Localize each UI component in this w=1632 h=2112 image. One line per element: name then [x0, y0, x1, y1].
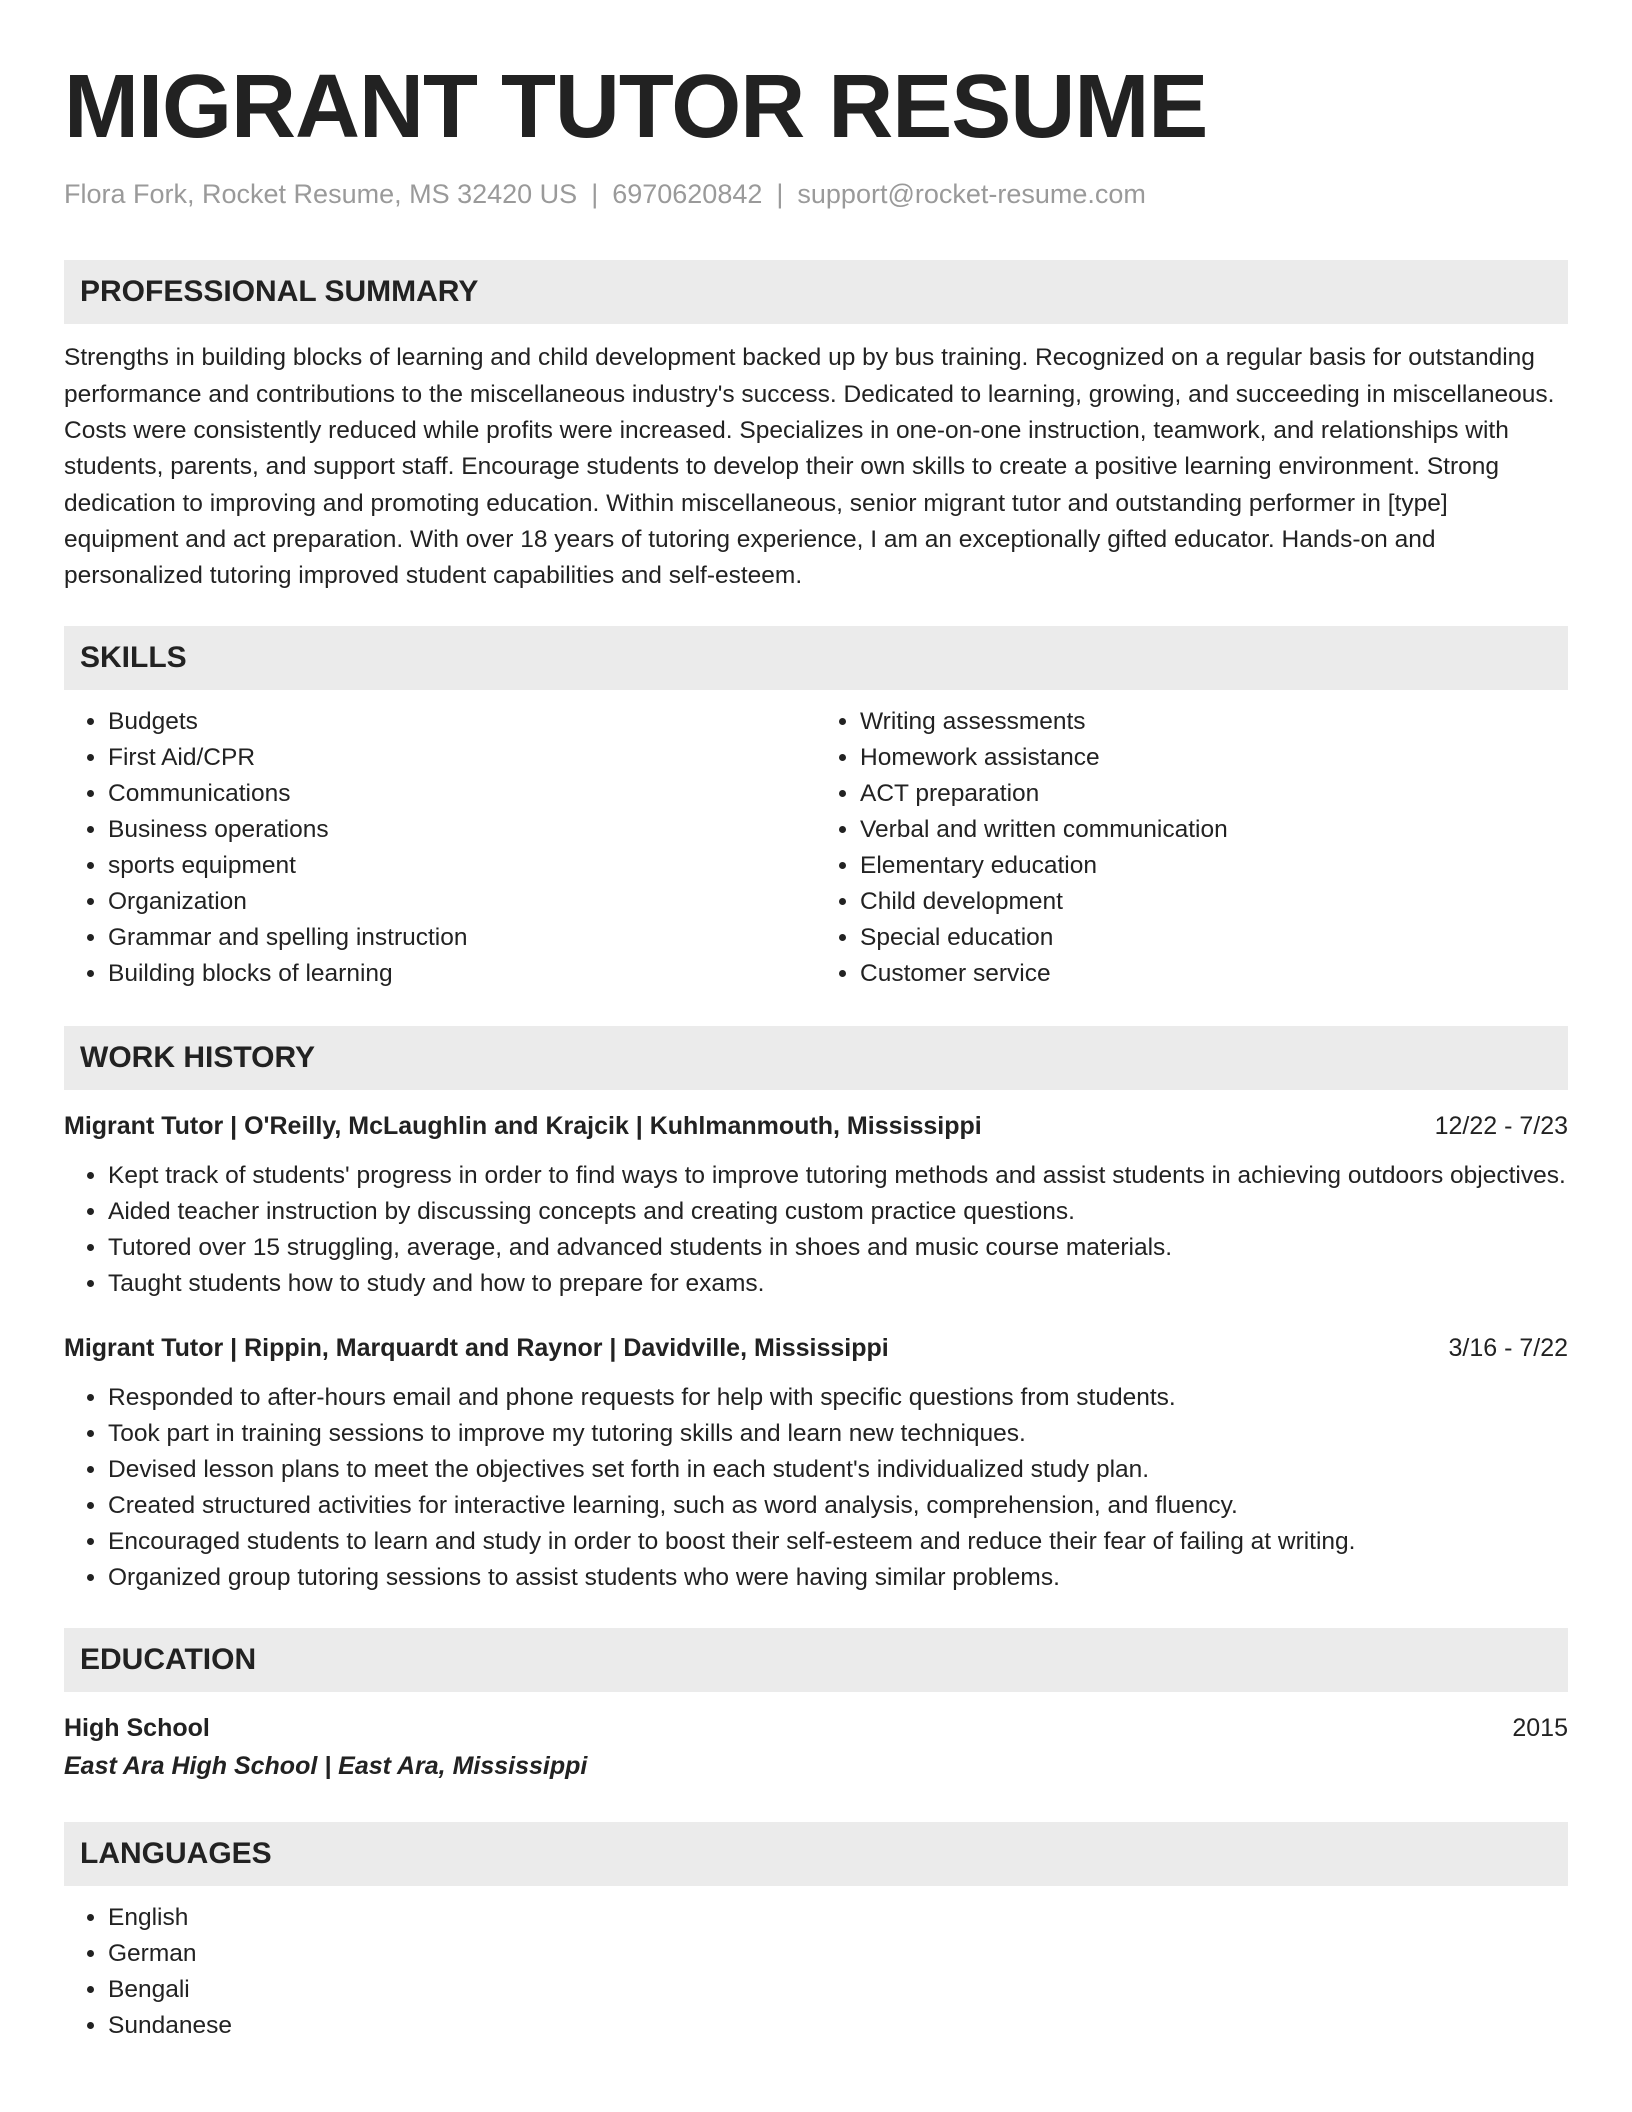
job-bullet: • Devised lesson plans to meet the objectives set forth in each student's individualized study plan.: [108, 1452, 1568, 1488]
education-heading: [64, 1710, 1568, 1746]
section-header-languages: LANGUAGES: [64, 1822, 1568, 1886]
contact-address: Flora Fork, Rocket Resume, MS 32420 US: [64, 179, 578, 209]
languages-list: [64, 1900, 1568, 2044]
contact-separator: |: [776, 179, 784, 209]
languages-bullets: [64, 1900, 1568, 2044]
language-item: • English: [108, 1900, 1568, 1936]
skill-item: • Organization: [108, 884, 816, 920]
skill-item: • Grammar and spelling instruction: [108, 920, 816, 956]
education-degree: High School: [64, 1714, 210, 1743]
section-header-skills: SKILLS: [64, 626, 1568, 690]
skill-item: • Elementary education: [860, 848, 1568, 884]
job-title: Migrant Tutor | Rippin, Marquardt and Raynor | Davidville, Mississippi: [64, 1334, 889, 1363]
job-bullet: • Aided teacher instruction by discussing concepts and creating custom practice questions.: [108, 1194, 1568, 1230]
skill-item: • sports equipment: [108, 848, 816, 884]
skills-list: [64, 704, 1568, 992]
skill-item: • ACT preparation: [860, 776, 1568, 812]
resume-title: MIGRANT TUTOR RESUME: [64, 57, 1208, 157]
job-entry: [64, 1108, 1568, 1302]
professional-summary-text: Strengths in building blocks of learning and child development backed up by bus training. Recognized on a regular basis for outstanding performance and contributions to the miscellaneous industry's success. Dedicated to learning, growing, and succeeding in miscellaneous. Costs were consistently reduced while profits were increased. Specializes in one-on-one instruction, teamwork, and relationships with students, parents, and support staff. Encourage students to develop their own skills to create a positive learning environment. Strong dedication to improving and promoting education. Within miscellaneous, senior migrant tutor and outstanding performer in [type] equipment and act preparation. With over 18 years of tutoring experience, I am an exceptionally gifted educator. Hands-on and personalized tutoring improved student capabilities and self-esteem.: [64, 344, 1555, 590]
job-bullet: • Took part in training sessions to improve my tutoring skills and learn new techniques.: [108, 1416, 1568, 1452]
job-bullets: [64, 1380, 1568, 1596]
language-item: • Bengali: [108, 1972, 1568, 2008]
job-dates: 3/16 - 7/22: [1448, 1334, 1568, 1363]
section-header-work-history: WORK HISTORY: [64, 1026, 1568, 1090]
contact-line: [64, 178, 1568, 210]
skill-item: • Communications: [108, 776, 816, 812]
contact-phone: 6970620842: [612, 179, 763, 209]
skill-item: • Building blocks of learning: [108, 956, 816, 992]
skill-item: • First Aid/CPR: [108, 740, 816, 776]
job-bullets: [64, 1158, 1568, 1302]
skill-item: • Special education: [860, 920, 1568, 956]
job-dates: 12/22 - 7/23: [1434, 1112, 1568, 1141]
job-bullet: • Responded to after-hours email and phone requests for help with specific questions from students.: [108, 1380, 1568, 1416]
skill-item: • Homework assistance: [860, 740, 1568, 776]
job-bullet: • Tutored over 15 struggling, average, and advanced students in shoes and music course materials.: [108, 1230, 1568, 1266]
education-entry: [64, 1710, 1568, 1784]
job-entry: [64, 1330, 1568, 1596]
section-header-education: EDUCATION: [64, 1628, 1568, 1692]
contact-email: support@rocket-resume.com: [797, 179, 1146, 209]
skill-item: • Customer service: [860, 956, 1568, 992]
skill-item: • Business operations: [108, 812, 816, 848]
job-bullet: • Encouraged students to learn and study in order to boost their self-esteem and reduce their fear of failing at writing.: [108, 1524, 1568, 1560]
job-bullet: • Organized group tutoring sessions to assist students who were having similar problems.: [108, 1560, 1568, 1596]
section-header-professional-summary: PROFESSIONAL SUMMARY: [64, 260, 1568, 324]
job-heading: [64, 1108, 1568, 1144]
skill-item: • Writing assessments: [860, 704, 1568, 740]
skill-item: • Verbal and written communication: [860, 812, 1568, 848]
contact-separator: |: [591, 179, 599, 209]
skills-column-left: [64, 704, 816, 992]
education-year: 2015: [1512, 1714, 1568, 1743]
skills-column-right: [816, 704, 1568, 992]
job-bullet: • Created structured activities for interactive learning, such as word analysis, comprehension, and fluency.: [108, 1488, 1568, 1524]
language-item: • Sundanese: [108, 2008, 1568, 2044]
skill-item: • Budgets: [108, 704, 816, 740]
skill-item: • Child development: [860, 884, 1568, 920]
job-title: Migrant Tutor | O'Reilly, McLaughlin and Krajcik | Kuhlmanmouth, Mississippi: [64, 1112, 982, 1141]
job-bullet: • Taught students how to study and how to prepare for exams.: [108, 1266, 1568, 1302]
job-bullet: • Kept track of students' progress in order to find ways to improve tutoring methods and assist students in achieving outdoors objectives.: [108, 1158, 1568, 1194]
education-school: East Ara High School | East Ara, Mississippi: [64, 1752, 588, 1781]
language-item: • German: [108, 1936, 1568, 1972]
job-heading: [64, 1330, 1568, 1366]
